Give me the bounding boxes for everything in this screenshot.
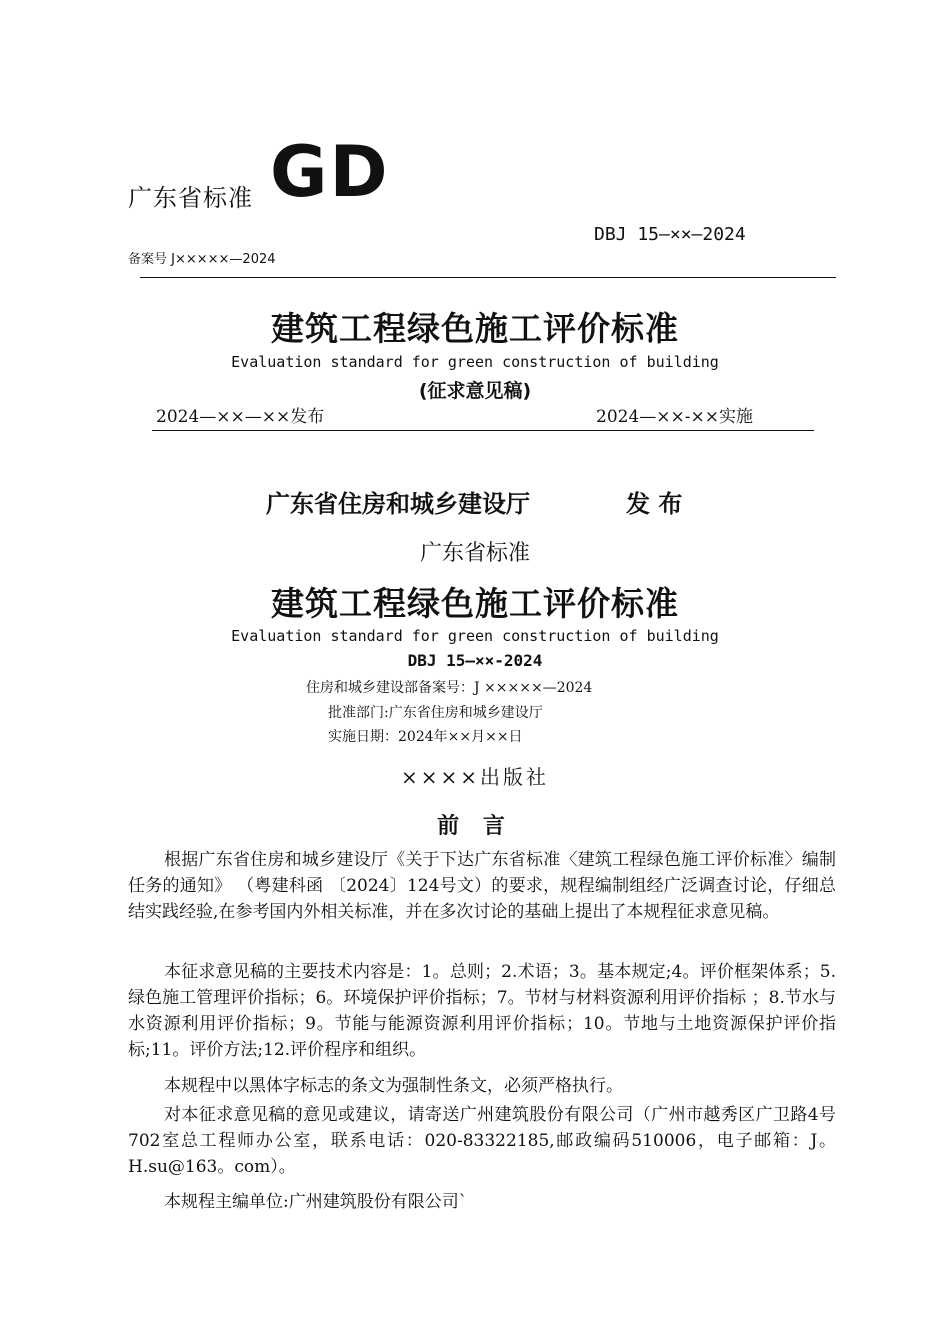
standard-code: DBJ 15—××—2024 (594, 224, 746, 245)
preface-paragraph-1: 根据广东省住房和城乡建设厅《关于下达广东省标准〈建筑工程绿色施工评价标准〉编制任务的通知》 （粤建科函 〔2024〕124号文）的要求，规程编制组经广泛调查讨论，仔细总结实践经验,在参考国内外相关标准，并在多次讨论的基础上提出了本规程征求意见稿。 (128, 850, 836, 922)
implementation-line: 实施日期：2024年××月××日 (328, 729, 523, 745)
preface-paragraph-3: 本规程中以黑体字标志的条文为强制性条文，必须严格执行。 (164, 1076, 623, 1096)
preface-heading: 前 言 (437, 814, 513, 839)
cover-title: 建筑工程绿色施工评价标准 (271, 309, 679, 348)
gd-logo: GD (270, 131, 390, 213)
title-page-code: DBJ 15—××-2024 (407, 651, 543, 670)
province-standard-label: 广东省标准 (128, 184, 253, 212)
issuer-name: 广东省住房和城乡建设厅 (266, 490, 530, 518)
cover-title-english: Evaluation standard for green construction of building (231, 353, 719, 371)
title-page-province-standard: 广东省标准 (419, 541, 530, 566)
approval-line: 批准部门:广东省住房和城乡建设厅 (328, 705, 543, 721)
preface-paragraph-4: 对本征求意见稿的意见或建议，请寄送广州建筑股份有限公司（广州市越秀区广卫路4号702室总工程师办公室，联系电话：020-83322185,邮政编码510006，电子邮箱：J。H.su@163。com）。 (128, 1105, 836, 1177)
issuer-action: 发 布 (626, 490, 683, 518)
preface-paragraph-5: 本规程主编单位:广州建筑股份有限公司` (164, 1192, 468, 1212)
record-number: 备案号 J×××××—2024 (128, 252, 276, 267)
record-line: 住房和城乡建设部备案号：J ×××××—2024 (306, 680, 593, 696)
preface-paragraph-2: 本征求意见稿的主要技术内容是：1。总则；2.术语；3。基本规定;4。评价框架体系；5.绿色施工管理评价指标；6。环境保护评价指标；7。节材与材料资源利用评价指标 ；8.节水与水资源利用评价指标；9。节能与能源资源利用评价指标；10。节地与土地资源保护评价指标;11。评价方法;12.评价程序和组织。 (128, 962, 836, 1060)
publisher: ××××出版社 (400, 765, 550, 789)
publish-date: 2024—××—××发布 (156, 407, 325, 427)
effective-date: 2024—××-××实施 (596, 407, 753, 427)
cover-divider (152, 430, 814, 431)
title-page-title: 建筑工程绿色施工评价标准 (271, 584, 679, 623)
draft-note: (征求意见稿) (418, 380, 532, 402)
header-divider (140, 277, 836, 278)
title-page-title-english: Evaluation standard for green construction of building (231, 627, 719, 645)
